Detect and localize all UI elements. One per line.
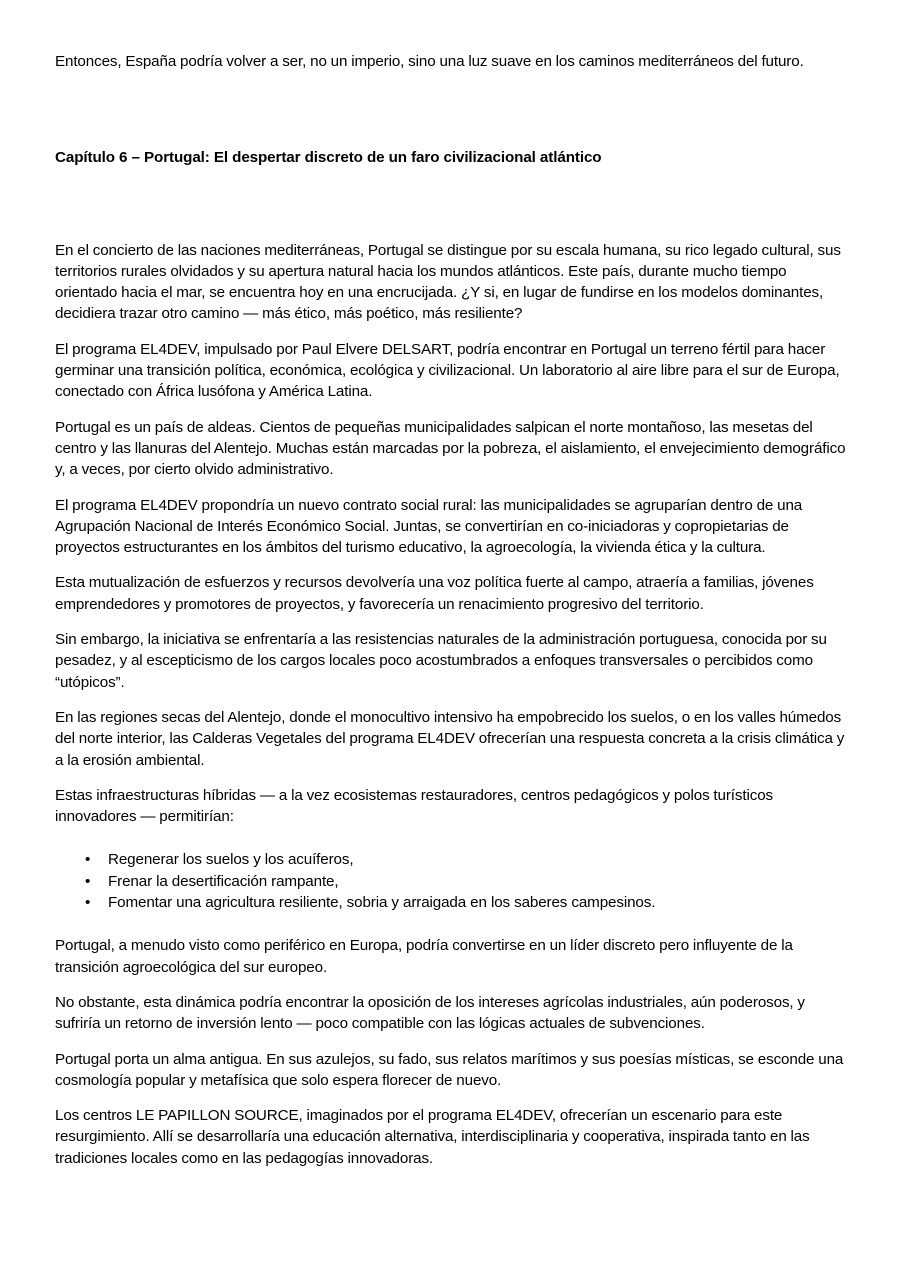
- body-paragraph-9: Portugal, a menudo visto como periférico en Europa, podría convertirse en un líder discreto pero influyente de la transición agroecológica del sur europeo.: [55, 937, 793, 976]
- body-paragraph-6: Sin embargo, la iniciativa se enfrentaría a las resistencias naturales de la administración portuguesa, conocida por su pesadez, y al escepticismo de los cargos locales poco acostumbrados a enfoques transversales o percibidos como “utópicos”.: [55, 631, 827, 691]
- list-item-label: Fomentar una agricultura resiliente, sobria y arraigada en los saberes campesinos.: [108, 894, 656, 912]
- body-paragraph-4: El programa EL4DEV propondría un nuevo contrato social rural: las municipalidades se agruparían dentro de una Agrupación Nacional de Interés Económico Social. Juntas, se convertirían en co-iniciadoras y copropietarias de proyectos estructurantes en los ámbitos del turismo educativo, la agroecología, la vivienda ética y la cultura.: [55, 496, 803, 557]
- benefits-bullet-list: [55, 849, 851, 913]
- list-item: [55, 871, 851, 892]
- bullet-point-icon: •: [85, 872, 91, 890]
- body-paragraph-2: El programa EL4DEV, impulsado por Paul Elvere DELSART, podría encontrar en Portugal un terreno fértil para hacer germinar una transición política, económica, ecológica y civilizacional. Un laboratorio al aire libre para el sur de Europa, conectado con África lusófona y América Latina.: [55, 340, 840, 401]
- list-item: [55, 892, 851, 913]
- body-paragraph-3: Portugal es un país de aldeas. Cientos de pequeñas municipalidades salpican el norte montañoso, las mesetas del centro y las llanuras del Alentejo. Muchas están marcadas por la pobreza, el aislamiento, el envejecimiento demográfico y, a veces, por cierto olvido administrativo.: [55, 418, 846, 479]
- list-item: [55, 849, 851, 870]
- body-paragraph-5: Esta mutualización de esfuerzos y recursos devolvería una voz política fuerte al campo, atraería a familias, jóvenes emprendedores y promotores de proyectos, y favorecería un renacimiento progresivo del territorio.: [55, 574, 814, 613]
- body-paragraph-12: Los centros LE PAPILLON SOURCE, imaginados por el programa EL4DEV, ofrecerían un escenario para este resurgimiento. Allí se desarrollaría una educación alternativa, interdisciplinaria y cooperativa, inspirada tanto en las tradiciones locales como en las pedagogías innovadoras.: [55, 1107, 810, 1167]
- body-paragraph-10: No obstante, esta dinámica podría encontrar la oposición de los intereses agrícolas industriales, aún poderosos, y sufriría un retorno de inversión lento — poco compatible con las lógicas actuales de subvenciones.: [55, 993, 805, 1033]
- chapter-heading: Capítulo 6 – Portugal: El despertar discreto de un faro civilizacional atlántico: [55, 149, 602, 167]
- body-paragraph-7: En las regiones secas del Alentejo, donde el monocultivo intensivo ha empobrecido los suelos, o en los valles húmedos del norte interior, las Calderas Vegetales del programa EL4DEV ofrecerían una respuesta concreta a la crisis climática y a la erosión ambiental.: [55, 708, 845, 769]
- bullet-point-icon: •: [85, 851, 91, 869]
- lead-paragraph: Entonces, España podría volver a ser, no un imperio, sino una luz suave en los caminos mediterráneos del futuro.: [55, 53, 804, 70]
- list-item-label: Frenar la desertificación rampante,: [108, 872, 339, 890]
- list-item-label: Regenerar los suelos y los acuíferos,: [108, 851, 354, 869]
- document-body: [55, 0, 851, 1169]
- body-paragraph-8: Estas infraestructuras híbridas — a la vez ecosistemas restauradores, centros pedagógicos y polos turísticos innovadores — permitirían:: [55, 786, 774, 826]
- body-paragraph-11: Portugal porta un alma antigua. En sus azulejos, su fado, sus relatos marítimos y sus poesías místicas, se esconde una cosmología popular y metafísica que solo espera florecer de nuevo.: [55, 1050, 844, 1089]
- bullet-point-icon: •: [85, 894, 91, 912]
- body-paragraph-1: En el concierto de las naciones mediterráneas, Portugal se distingue por su escala humana, su rico legado cultural, sus territorios rurales olvidados y su apertura natural hacia los mundos atlánticos. Este país, durante mucho tiempo orientado hacia el mar, se encuentra hoy en una encrucijada. ¿Y si, en lugar de fundirse en los modelos dominantes, decidiera trazar otro camino — más ético, más poético, más resiliente?: [55, 241, 841, 323]
